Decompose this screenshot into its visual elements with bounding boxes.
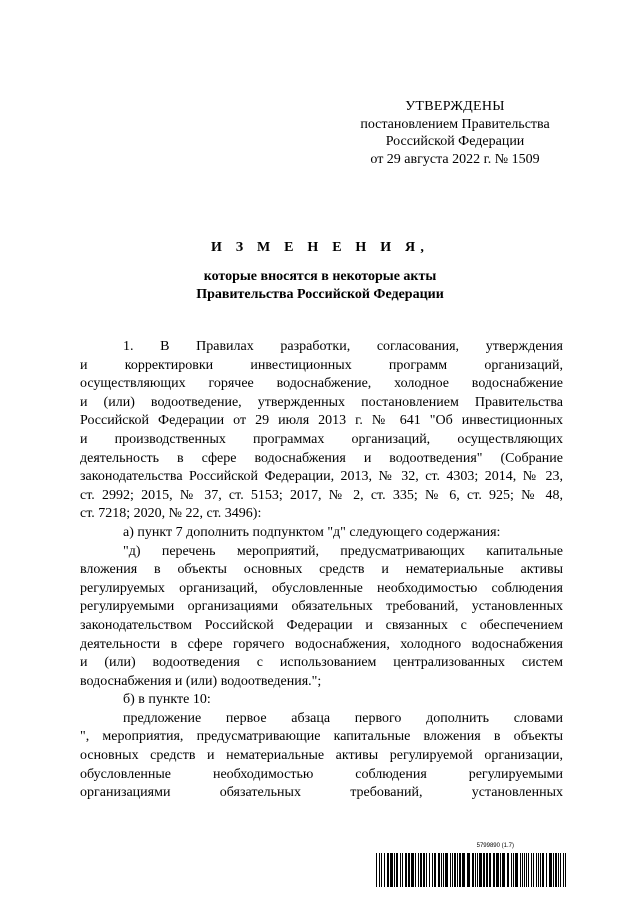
body-line: ", мероприятия, предусматривающие капитальные вложения в объекты <box>80 729 563 745</box>
body-line: водоснабжения и (или) водоотведения."; <box>80 673 322 689</box>
body-line: "д) перечень мероприятий, предусматривающих капитальные <box>123 543 563 559</box>
body-line: вложения в объекты основных средств и нематериальные активы <box>80 562 563 578</box>
barcode-block <box>376 843 566 893</box>
body-line: ст. 7218; 2020, № 22, ст. 3496): <box>80 506 262 522</box>
body-line: основных средств и нематериальные активы регулируемой организации, <box>80 748 563 764</box>
body-line: б) в пункте 10: <box>123 692 211 708</box>
approval-line-government: Российской Федерации <box>385 134 525 149</box>
body-line: регулируемыми организациями обязательных требований, установленных <box>80 599 563 615</box>
document-body <box>80 338 563 803</box>
body-line: организациями обязательных требований, установленных <box>80 785 563 801</box>
approval-block <box>330 98 580 168</box>
approval-heading: УТВЕРЖДЕНЫ <box>405 99 505 114</box>
body-line: регулируемых организаций, обусловленные необходимостью соблюдения <box>80 580 563 596</box>
approval-line-resolution: постановлением Правительства <box>360 116 550 132</box>
document-title: И З М Е Н Е Н И Я, <box>210 240 430 255</box>
body-line: законодательства Российской Федерации, 2013, № 32, ст. 4303; 2014, № 23, <box>80 469 563 485</box>
approval-line-date: от 29 августа 2022 г. № 1509 <box>370 151 540 167</box>
body-line: осуществляющих горячее водоснабжение, холодное водоснабжение <box>80 376 563 392</box>
barcode-label: 5799890 (1.7) <box>476 843 514 849</box>
body-line: и (или) водоотведение, утвержденных постановлением Правительства <box>80 394 563 410</box>
body-line: и производственных программах организаций, осуществляющих <box>80 431 563 447</box>
body-line: и (или) водоотведения с использованием централизованных систем <box>80 655 563 671</box>
body-line: законодательством Российской Федерации и связанных с обеспечением <box>80 617 563 633</box>
body-line: Российской Федерации от 29 июля 2013 г. № 641 "Об инвестиционных <box>80 413 563 429</box>
body-line: предложение первое абзаца первого дополнить словами <box>123 710 563 726</box>
barcode-image <box>376 853 566 887</box>
body-line: деятельность в сфере водоснабжения и водоотведения" (Собрание <box>80 450 563 466</box>
subtitle-line-1: которые вносятся в некоторые акты <box>203 269 437 284</box>
body-line: деятельности в сфере горячего водоснабжения, холодного водоснабжения <box>80 636 563 652</box>
body-line: обусловленные необходимостью соблюдения регулируемыми <box>80 766 563 782</box>
body-line: а) пункт 7 дополнить подпунктом "д" следующего содержания: <box>123 524 501 540</box>
document-subtitle <box>0 268 640 304</box>
body-line: ст. 2992; 2015, № 37, ст. 5153; 2017, № 2, ст. 335; № 6, ст. 925; № 48, <box>80 487 563 503</box>
body-line: и корректировки инвестиционных программ организаций, <box>80 357 563 373</box>
subtitle-line-2: Правительства Российской Федерации <box>196 287 444 302</box>
body-line: 1. В Правилах разработки, согласования, утверждения <box>123 339 563 354</box>
